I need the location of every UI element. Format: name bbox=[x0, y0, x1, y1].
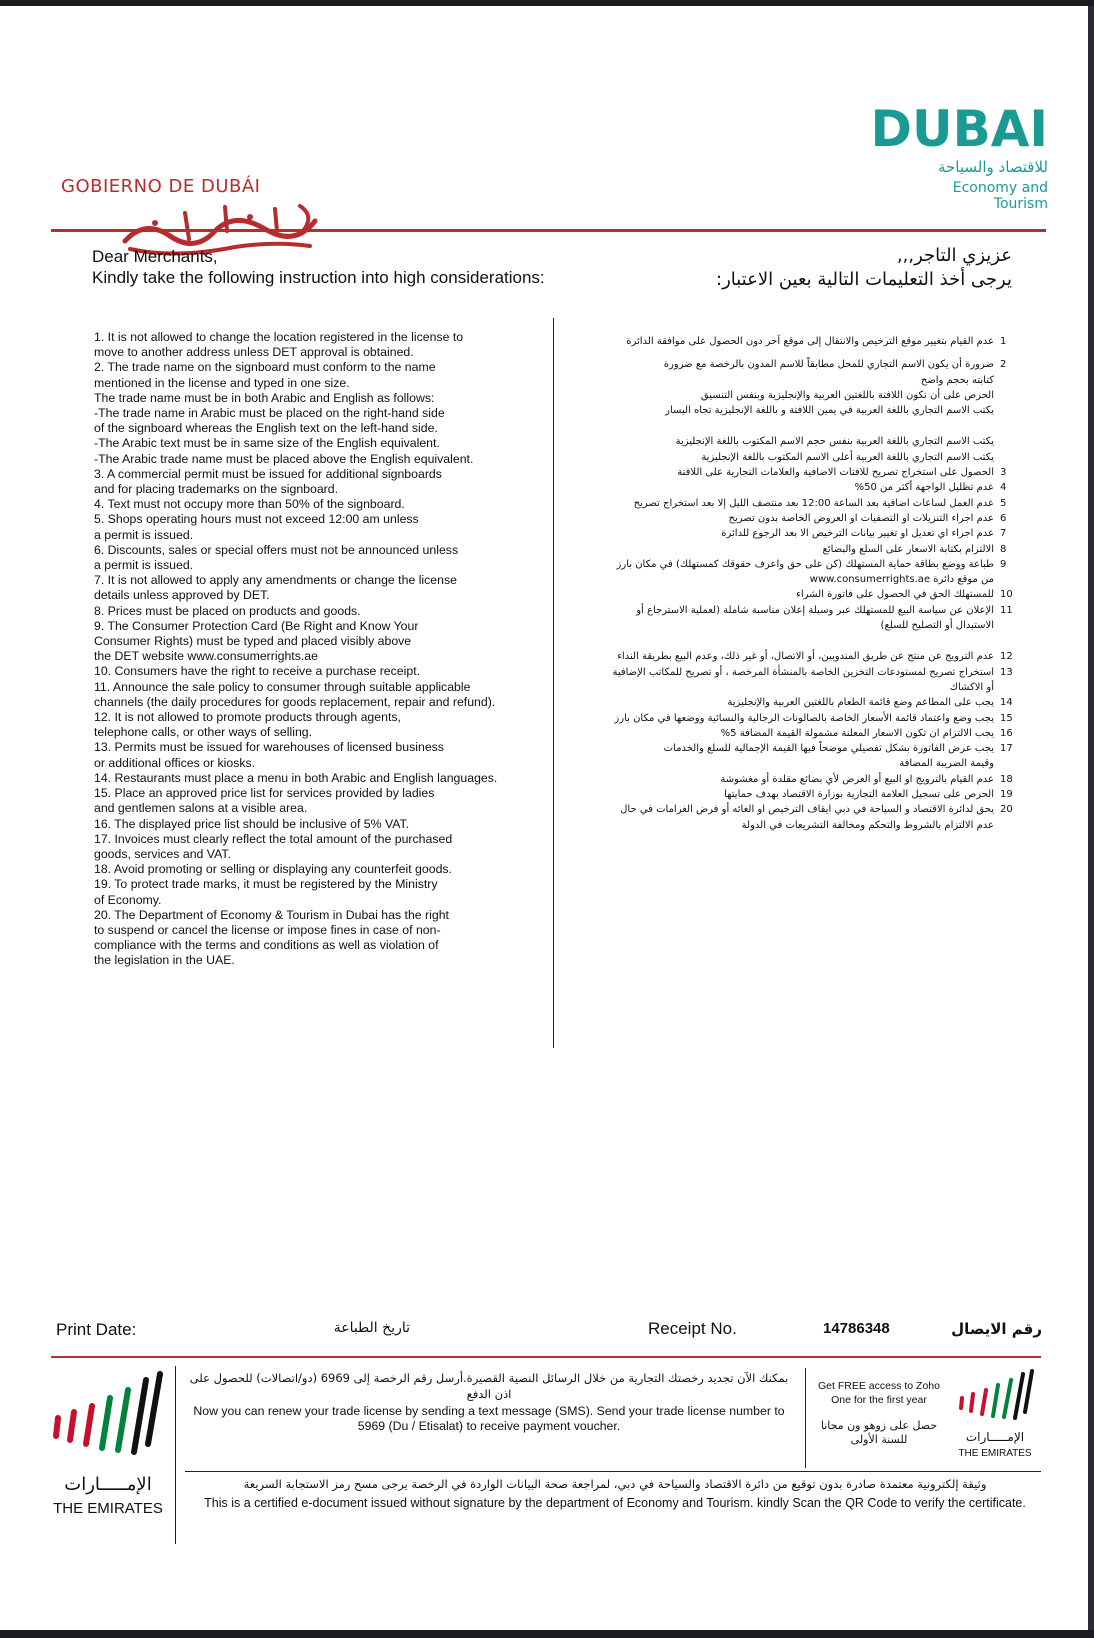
header-divider bbox=[51, 229, 1046, 232]
instruction-ar-text: الإعلان عن سياسة البيع للمستهلك عبر وسيلة إعلان مناسبة شاملة (لعملية الاسترجاع أو الاستبدال أو التصليح للسلع) bbox=[636, 604, 994, 632]
instruction-ar-item bbox=[568, 542, 1018, 557]
instruction-ar-number: 11 bbox=[1000, 604, 1013, 616]
instruction-ar-text: يحق لدائرة الاقتصاد و السياحة في دبي ايقاف الترخيص او الغائه أو فرض الغرامات في حال عدم الالتزام بالشروط والتحكم ومخالفة التشريعات في الدولة bbox=[620, 804, 994, 831]
instruction-ar-text: يجب الالتزام ان تكون الاسعار المعلنة مشمولة القيمة المضافة 5% bbox=[720, 727, 994, 739]
instruction-ar-item bbox=[568, 695, 1018, 710]
instructions-arabic bbox=[568, 334, 1018, 833]
greeting-en-line1: Dear Merchants, bbox=[92, 247, 218, 266]
certificate-note-arabic: وثيقة إلكترونية معتمدة صادرة بدون توقيع من دائرة الاقتصاد والسياحة في دبي، لمراجعة صحة البيانات الواردة في الرخصة يرجى مسح رمز الاستجابة السريعة bbox=[243, 1477, 987, 1491]
instruction-en-item: 3. A commercial permit must be issued for additional signboards and for placing trademarks on the signboard. bbox=[94, 466, 442, 497]
instruction-ar-text: استخراج تصريح لمستودعات التخزين الخاصة بالمنشأة المرخصة ، أو تصريح للمكاتب الإضافية أو الاكشاك bbox=[612, 666, 994, 693]
instruction-ar-item bbox=[568, 434, 1018, 465]
instruction-ar-item bbox=[568, 711, 1018, 726]
instruction-en-item: 1. It is not allowed to change the location registered in the license to move to another address unless DET approval is obtained. bbox=[94, 330, 464, 360]
instruction-ar-item bbox=[568, 802, 1018, 833]
economy-and-tourism-logo bbox=[870, 100, 1048, 212]
instruction-ar-number: 7 bbox=[1000, 528, 1007, 540]
instruction-en-item: 17. Invoices must clearly reflect the total amount of the purchased goods, services and VAT. bbox=[94, 831, 453, 861]
instruction-ar-item bbox=[568, 741, 1018, 772]
instruction-ar-number bbox=[1000, 434, 1018, 465]
instruction-ar-item bbox=[568, 526, 1018, 541]
instruction-ar-text: عدم القيام بتغيير موقع الترخيص والانتقال إلى موقع آخر دون الحصول على موافقة الدائرة bbox=[626, 336, 994, 347]
instruction-ar-number: 1 bbox=[1000, 336, 1007, 347]
receipt-number-value: 14786348 bbox=[823, 1320, 890, 1337]
zoho-offer-arabic: حصل على زوهو ون مجانا للسنة الأولى bbox=[820, 1419, 938, 1446]
instruction-ar-text: ضرورة أن يكون الاسم التجاري للمحل مطابقاً للاسم المدون بالرخصة مع ضرورة كتابته بحجم واضح الحرص على أن تكون اللافتة باللغتين العربية والإنجليزية وبنفس التنسيق يكتب الاسم التجاري باللغة العربية في يمين اللافتة و باللغة الإنجليزية تجاه اليسار bbox=[663, 359, 994, 417]
instruction-ar-item bbox=[568, 787, 1018, 802]
instruction-ar-item bbox=[568, 557, 1018, 588]
footer-divider bbox=[51, 1356, 1041, 1358]
emirates-small-english: THE EMIRATES bbox=[958, 1448, 1032, 1459]
license-instruction-page bbox=[0, 6, 1094, 1630]
greeting-en-line2: Kindly take the following instruction into high considerations: bbox=[92, 268, 545, 287]
instruction-ar-number: 6 bbox=[1000, 512, 1007, 524]
receipt-number-label: Receipt No. bbox=[648, 1319, 737, 1338]
instruction-en-item: 2. The trade name on the signboard must conform to the name mentioned in the license and typed in one size. The trade name must be in both Arabic and English as follows: -The trade name in Arabic must be placed on the right-hand side of the signboard whereas the English text on the left-hand side. -The Arabic text must be in same size of the English equivalent. -The Arabic trade name must be placed above the English equivalent. bbox=[94, 360, 474, 466]
instruction-ar-item bbox=[568, 334, 1018, 349]
greeting-english bbox=[92, 246, 552, 288]
instruction-ar-number: 4 bbox=[1000, 482, 1007, 494]
instruction-ar-text: عدم القيام بالترويج او البيع أو العرض لأي بضائع مقلدة أو مغشوشة bbox=[720, 773, 994, 785]
instruction-ar-number: 20 bbox=[1000, 804, 1013, 816]
instruction-en-item: 10. Consumers have the right to receive a purchase receipt. bbox=[94, 664, 421, 679]
emirates-stripes-icon bbox=[48, 1368, 168, 1468]
print-date-label: Print Date: bbox=[56, 1320, 137, 1339]
sms-renewal-arabic: بمكنك الآن تجديد رخصتك التجارية من خلال الرسائل النصية القصيرة.أرسل رقم الرخصة إلى 6969 (دو/اتصالات) للحصول على اذن الدفع bbox=[189, 1371, 789, 1401]
dubai-wordmark-icon bbox=[870, 100, 1048, 158]
instruction-ar-number: 14 bbox=[1000, 697, 1013, 709]
instruction-en-item: 18. Avoid promoting or selling or displaying any counterfeit goods. bbox=[94, 862, 452, 877]
instruction-ar-item bbox=[568, 649, 1018, 664]
instruction-ar-text: للمستهلك الحق في الحصول على فاتورة الشراء bbox=[796, 589, 994, 601]
instruction-ar-text: يجب على المطاعم وضع قائمة الطعام باللغتين العربية والإنجليزية bbox=[727, 697, 994, 709]
instruction-ar-item bbox=[568, 357, 1018, 418]
instruction-ar-text: يكتب الاسم التجاري باللغة العربية بنفس حجم الاسم المكتوب باللغة الإنجليزية يكتب الاسم التجاري باللغة العربية أعلى الاسم المكتوب باللغة الإنجليزية bbox=[675, 436, 994, 463]
instruction-ar-text: طباعة ووضع بطاقة حماية المستهلك (كن على حق واعرف حقوقك كمستهلك) في مكان بارز من موقع دائرة www.consumerrights.ae bbox=[616, 558, 994, 586]
instruction-ar-number: 9 bbox=[1000, 558, 1007, 570]
zoho-divider bbox=[805, 1368, 806, 1468]
zoho-offer-english: Get FREE access to Zoho One for the first year bbox=[818, 1380, 940, 1406]
instruction-ar-text: يجب عرض الفاتورة بشكل تفصيلي موضحاً فيها القيمة الإجمالية للسلع والخدمات وقيمة الضريبة المضافة bbox=[663, 743, 994, 770]
instruction-ar-text: الالتزام بكتابة الاسعار على السلع والبضائع bbox=[822, 543, 994, 555]
instruction-en-item: 6. Discounts, sales or special offers must not be announced unless a permit is issued. bbox=[94, 542, 459, 573]
instruction-ar-text: عدم تظليل الواجهة أكثر من 50% bbox=[854, 482, 994, 494]
instruction-ar-item bbox=[568, 496, 1018, 511]
instruction-ar-item bbox=[568, 772, 1018, 787]
instruction-ar-item bbox=[568, 603, 1018, 634]
footer-vertical-divider bbox=[175, 1366, 176, 1544]
certificate-divider bbox=[185, 1471, 1041, 1472]
instruction-ar-text: الحصول على استخراج تصريح للافتات الاضافية والعلامات التجارية على اللافتة bbox=[677, 467, 994, 479]
instruction-ar-text: يجب وضع واعتماد قائمة الأسعار الخاصة بالصالونات الرجالية والنسائية ووضعها في مكان بارز bbox=[614, 712, 994, 724]
the-emirates-logo bbox=[48, 1368, 168, 1526]
instruction-en-item: 19. To protect trade marks, it must be registered by the Ministry of Economy. bbox=[94, 877, 438, 907]
certificate-note-english: This is a certified e-document issued without signature by the department of Economy and Tourism. kindly Scan the QR Code to verify the certificate. bbox=[204, 1496, 1026, 1510]
instruction-ar-item bbox=[568, 480, 1018, 495]
instruction-ar-number: 18 bbox=[1000, 773, 1013, 785]
instruction-en-item: 9. The Consumer Protection Card (Be Right and Know Your Consumer Rights) must be typed and placed visibly above the DET website www.consumerrights.ae bbox=[94, 618, 419, 664]
dubai-wordmark-text: DUBAI bbox=[870, 100, 1048, 158]
instruction-ar-number: 15 bbox=[1000, 712, 1013, 724]
emirates-logo-english: THE EMIRATES bbox=[53, 1500, 163, 1517]
emirates-stripes-small-icon bbox=[955, 1368, 1035, 1426]
instruction-ar-number: 10 bbox=[1000, 589, 1013, 601]
greeting-arabic bbox=[640, 244, 1012, 292]
instruction-ar-number: 2 bbox=[1000, 359, 1007, 371]
greeting-ar-line1: عزيزي التاجر,,, bbox=[896, 245, 1012, 266]
instruction-ar-number: 3 bbox=[1000, 467, 1007, 479]
instruction-ar-item bbox=[568, 587, 1018, 602]
instruction-ar-text: عدم العمل لساعات اضافية بعد الساعة 12:00 بعد منتصف الليل إلا بعد استخراج تصريح bbox=[633, 497, 994, 509]
instruction-en-item: 15. Place an approved price list for services provided by ladies and gentlemen salons at a visible area. bbox=[94, 786, 435, 816]
print-date-label-arabic: تاريخ الطباعة bbox=[333, 1320, 410, 1336]
instruction-ar-item bbox=[568, 511, 1018, 526]
instruction-ar-number: 16 bbox=[1000, 727, 1013, 739]
instruction-ar-number: 12 bbox=[1000, 651, 1013, 663]
instruction-ar-number: 5 bbox=[1000, 497, 1007, 509]
greeting-ar-line2: يرجى أخذ التعليمات التالية بعين الاعتبار: bbox=[716, 269, 1012, 290]
emirates-small-arabic: الإمـــــارات bbox=[965, 1430, 1025, 1444]
instructions-english bbox=[94, 330, 554, 969]
instruction-en-item: 11. Announce the sale policy to consumer through suitable applicable channels (the daily procedures for goods replacement, repair and refund). bbox=[94, 679, 496, 709]
instruction-ar-text: عدم اجراء اي تعديل او تغيير بيانات الترخيص الا بعد الرجوع للدائرة bbox=[721, 528, 994, 540]
emirates-logo-arabic: الإمـــــارات bbox=[64, 1474, 152, 1495]
det-logo-latin: Economy and Tourism bbox=[952, 180, 1048, 212]
instruction-ar-item bbox=[568, 726, 1018, 741]
instruction-en-item: 14. Restaurants must place a menu in both Arabic and English languages. bbox=[94, 770, 498, 785]
instruction-en-item: 16. The displayed price list should be inclusive of 5% VAT. bbox=[94, 816, 410, 831]
government-logo-text: GOBIERNO DE DUBÁI bbox=[61, 176, 261, 197]
det-logo-arabic: للاقتصاد والسياحة bbox=[937, 158, 1048, 176]
instruction-ar-number: 13 bbox=[1000, 666, 1013, 678]
instruction-en-item: 8. Prices must be placed on products and goods. bbox=[94, 603, 361, 618]
instruction-ar-text: عدم الترويج عن منتج عن طريق المندوبين، أو الاتصال، أو غير ذلك، وعدم البيع بطريقة النداء bbox=[617, 651, 994, 663]
instruction-ar-text: الحرص على تسجيل العلامة التجارية بوزارة الاقتصاد بهدف حمايتها bbox=[724, 789, 994, 801]
instruction-en-item: 7. It is not allowed to apply any amendments or change the license details unless approved by DET. bbox=[94, 573, 457, 603]
instruction-en-item: 5. Shops operating hours must not exceed 12:00 am unless a permit is issued. bbox=[94, 512, 419, 542]
instruction-ar-number: 19 bbox=[1000, 789, 1013, 801]
instruction-ar-item bbox=[568, 465, 1018, 480]
instruction-en-item: 20. The Department of Economy & Tourism in Dubai has the right to suspend or cancel the license or impose fines in case of non- compliance with the terms and conditions as well as violation of the legislation in the UAE. bbox=[94, 907, 449, 968]
instruction-ar-text: عدم اجراء التنزيلات او التصفيات او العروض الخاصة بدون تصريح bbox=[728, 512, 994, 524]
instruction-ar-item bbox=[568, 665, 1018, 696]
receipt-number-label-arabic: رقم الايصال bbox=[951, 1320, 1042, 1338]
instruction-ar-number: 17 bbox=[1000, 743, 1013, 755]
instruction-en-item: 4. Text must not occupy more than 50% of the signboard. bbox=[94, 497, 405, 512]
the-emirates-logo-small bbox=[955, 1368, 1035, 1468]
instruction-en-item: 13. Permits must be issued for warehouses of licensed business or additional offices or kiosks. bbox=[94, 740, 444, 770]
instruction-en-item: 12. It is not allowed to promote products through agents, telephone calls, or other ways of selling. bbox=[94, 710, 401, 740]
instruction-ar-number: 8 bbox=[1000, 543, 1007, 555]
sms-renewal-english: Now you can renew your trade license by sending a text message (SMS). Send your trade license number to 5969 (Du / Etisalat) to receive payment voucher. bbox=[193, 1404, 785, 1433]
